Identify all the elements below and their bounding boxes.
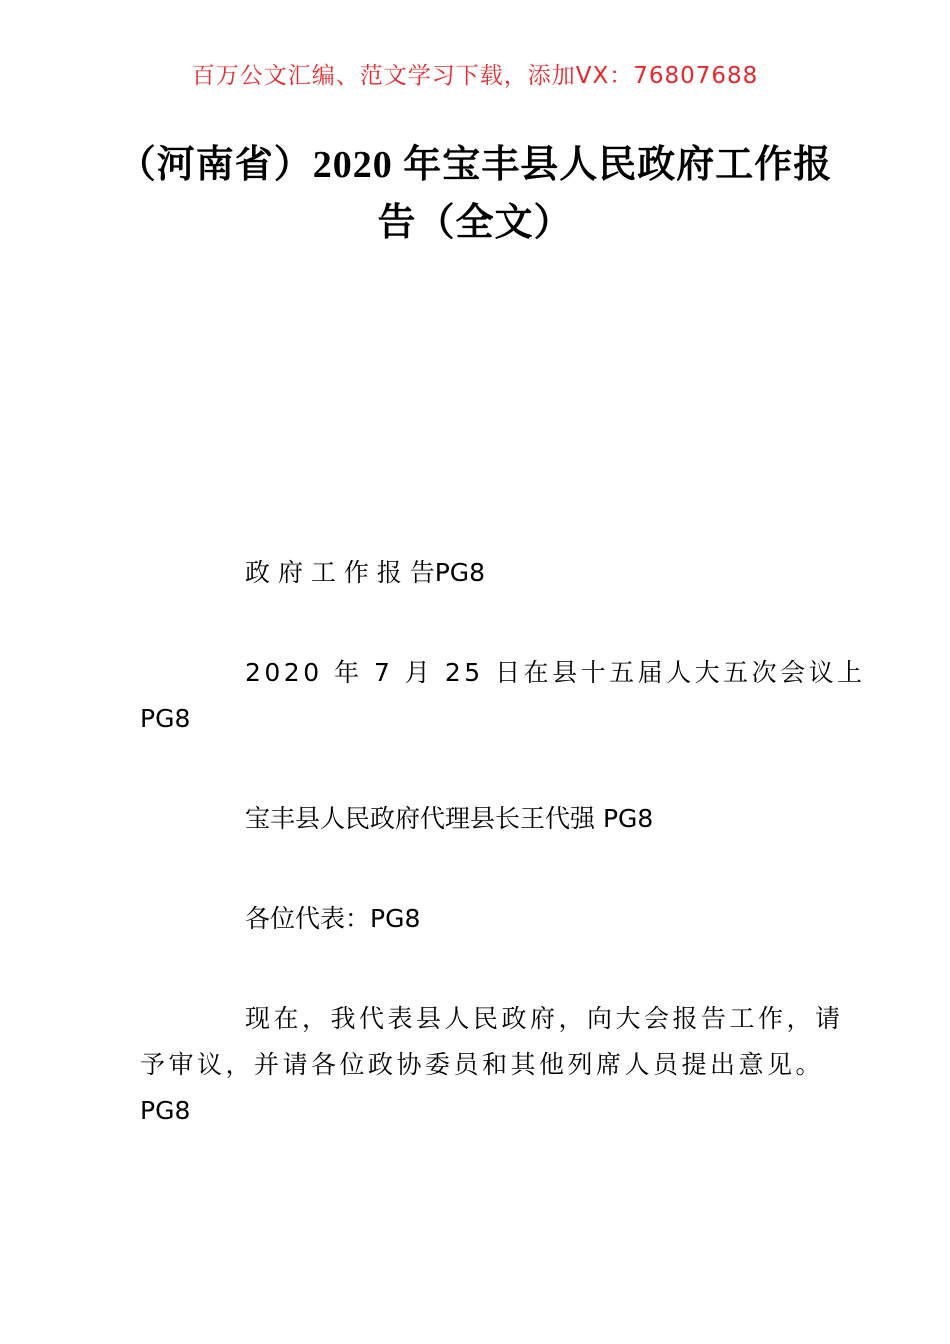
text-line: PG8	[140, 704, 191, 733]
text-line: 现在，我代表县人民政府，向大会报告工作，请	[245, 1004, 844, 1033]
promo-watermark-text: 百万公文汇编、范文学习下载，添加VX：76807688	[191, 63, 759, 89]
text-line: 宝丰县人民政府代理县长王代强 PG8	[245, 804, 654, 833]
text-line: 政 府 工 作 报 告PG8	[245, 558, 486, 587]
paragraph	[140, 650, 866, 742]
document-body	[140, 550, 866, 1134]
title-line: （河南省）2020 年宝丰县人民政府工作报	[117, 144, 833, 186]
text-line: 各位代表：PG8	[245, 904, 421, 933]
text-line: PG8	[140, 1096, 191, 1125]
text-line: 2020 年 7 月 25 日在县十五届人大五次会议上	[245, 658, 866, 687]
paragraph	[140, 896, 845, 942]
paragraph	[140, 796, 845, 842]
paragraph	[140, 550, 845, 596]
paragraph	[140, 996, 845, 1134]
text-line: 予审议，并请各位政协委员和其他列席人员提出意见。	[140, 1050, 825, 1079]
document-title	[0, 136, 950, 252]
title-line: 告（全文）	[377, 202, 573, 244]
